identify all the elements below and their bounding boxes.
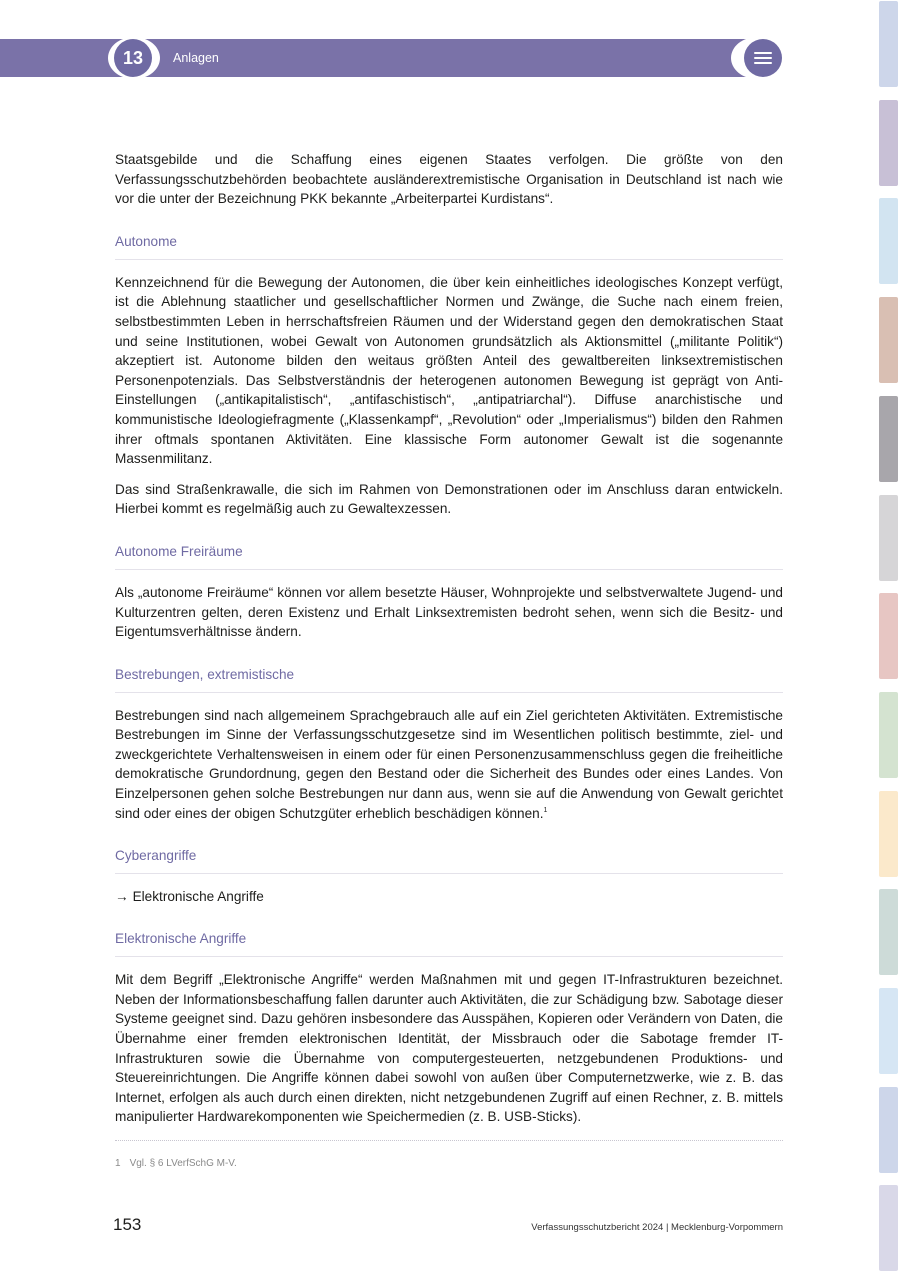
page-number: 153 — [113, 1215, 142, 1234]
cross-reference-label: Elektronische Angriffe — [132, 889, 264, 905]
chapter-tab-13[interactable] — [879, 1185, 898, 1271]
chapter-tab-7[interactable] — [879, 593, 898, 679]
chapter-title: Anlagen — [173, 51, 219, 65]
autonome-paragraph-2: Das sind Straßenkrawalle, die sich im Rahmen von Demonstrationen oder im Anschluss daran entwickeln. Hierbei kommt es regelmäßig auch zu Gewaltexzessen. — [115, 481, 783, 517]
hamburger-menu-icon-line — [754, 57, 772, 59]
section-heading-bestrebungen: Bestrebungen, extremistische — [115, 666, 783, 693]
bestrebungen-text: Bestrebungen sind nach allgemeinem Sprachgebrauch alle auf ein Ziel gerichteten Aktivitäten. Extremistische Bestrebungen im Sinne der Verfassungsschutzgesetze sind im Wesentlichen politisch bestimmte, ziel- und zweckgerichtete Verhaltensweisen in einem oder für einen Personenzusammenschluss gegen die freiheitliche demokratische Grundordnung, gegen den Bestand oder die Sicherheit des Bundes oder eines Landes. Von Einzelpersonen gehen solche Bestrebungen nur dann aus, wenn sie auf die Anwendung von Gewalt gerichtet sind oder eines der obigen Schutzgüter erheblich beschädigen können. — [115, 707, 783, 821]
footnote-text: Vgl. § 6 LVerfSchG M-V. — [129, 1158, 237, 1169]
footnote-reference[interactable]: 1 — [543, 806, 548, 814]
chapter-tab-10[interactable] — [879, 889, 898, 975]
footnote-divider — [115, 1140, 783, 1141]
publication-title: Verfassungsschutzbericht 2024 | Mecklenburg-Vorpommern — [531, 1222, 783, 1233]
chapter-tab-5[interactable] — [879, 396, 898, 482]
page-content — [115, 150, 783, 1127]
bestrebungen-paragraph — [115, 706, 783, 824]
freiraeume-paragraph: Als „autonome Freiräume“ können vor allem besetzte Häuser, Wohnprojekte und selbstverwaltete Jugend- und Kulturzentren gelten, deren Existenz und Erhalt Linksextremisten bedroht sehen, wenn sich die Besitz- und Eigentumsverhältnisse ändern. — [115, 584, 783, 640]
chapter-tab-3[interactable] — [879, 198, 898, 284]
hamburger-menu-icon-line — [754, 62, 772, 64]
cross-reference-link[interactable] — [115, 887, 783, 906]
section-heading-elektronisch: Elektronische Angriffe — [115, 930, 783, 957]
chapter-tab-8[interactable] — [879, 692, 898, 778]
autonome-paragraph-1: Kennzeichnend für die Bewegung der Autonomen, die über kein einheitliches ideologisches Konzept verfügt, ist die Ablehnung staatlicher und gesellschaftlicher Normen und Zwänge, die Suche nach einem freien, selbstbestimmten Leben in herrschaftsfreien Räumen und der Widerstand gegen den demokratischen Staat und seine Institutionen, wobei Gewalt von Autonomen grundsätzlich als Aktionsmittel („militante Politik“) akzeptiert ist. Autonome bilden den weitaus größten Anteil des gewaltbereiten linksextremistischen Personenpotenzials. Das Selbstverständnis der heterogenen autonomen Bewegung ist geprägt von Anti-Einstellungen („antikapitalistisch“, „antifaschistisch“, „antipatriarchal“). Diffuse anarchistische und kommunistische Ideologiefragmente („Klassenkampf“, „Revolution“ oder „Imperialismus“) bilden den Rahmen ihrer oftmals spontanen Aktivitäten. Eine klassische Form autonomer Gewalt ist die sogenannte Massenmilitanz. — [115, 274, 783, 467]
chapter-tab-11[interactable] — [879, 988, 898, 1074]
chapter-tab-1[interactable] — [879, 1, 898, 87]
chapter-tab-6[interactable] — [879, 495, 898, 581]
chapter-tab-2[interactable] — [879, 100, 898, 186]
chapter-number-badge: 13 — [114, 39, 152, 77]
chapter-tab-12[interactable] — [879, 1087, 898, 1173]
arrow-right-icon: → — [115, 889, 129, 905]
section-heading-autonome: Autonome — [115, 233, 783, 260]
footnote — [115, 1158, 237, 1169]
section-heading-cyberangriffe: Cyberangriffe — [115, 847, 783, 874]
menu-button[interactable] — [744, 39, 782, 77]
intro-paragraph: Staatsgebilde und die Schaffung eines eigenen Staates verfolgen. Die größte von den Verfassungsschutzbehörden beobachtete ausländerextremistische Organisation in Deutschland ist nach wie vor die unter der Bezeichnung PKK bekannte „Arbeiterpartei Kurdistans“. — [115, 152, 783, 207]
hamburger-menu-icon — [754, 52, 772, 54]
chapter-tab-4[interactable] — [879, 297, 898, 383]
elektronisch-paragraph: Mit dem Begriff „Elektronische Angriffe“ werden Maßnahmen mit und gegen IT-Infrastrukturen bezeichnet. Neben der Informationsbeschaffung fallen darunter auch Aktivitäten, die zur Schädigung bzw. Sabotage dieser Systeme geeignet sind. Dazu gehören insbesondere das Ausspähen, Kopieren oder Verändern von Daten, die Übernahme einer fremden elektronischen Identität, der Missbrauch oder die Sabotage fremder IT-Infrastrukturen sowie die Übernahme von computergesteuerten, netzgebundenen Produktions- und Steuereinrichtungen. Die Angriffe können dabei sowohl von außen über Computernetzwerke, wie z. B. das Internet, erfolgen als auch durch einen direkten, nicht netzgebundenen Zugriff auf einen Rechner, z. B. mittels manipulierter Hardwarekomponenten wie Speichermedien (z. B. USB-Sticks). — [115, 972, 783, 1125]
chapter-tab-9[interactable] — [879, 791, 898, 877]
section-heading-freiraeume: Autonome Freiräume — [115, 543, 783, 570]
footnote-number: 1 — [115, 1158, 121, 1169]
